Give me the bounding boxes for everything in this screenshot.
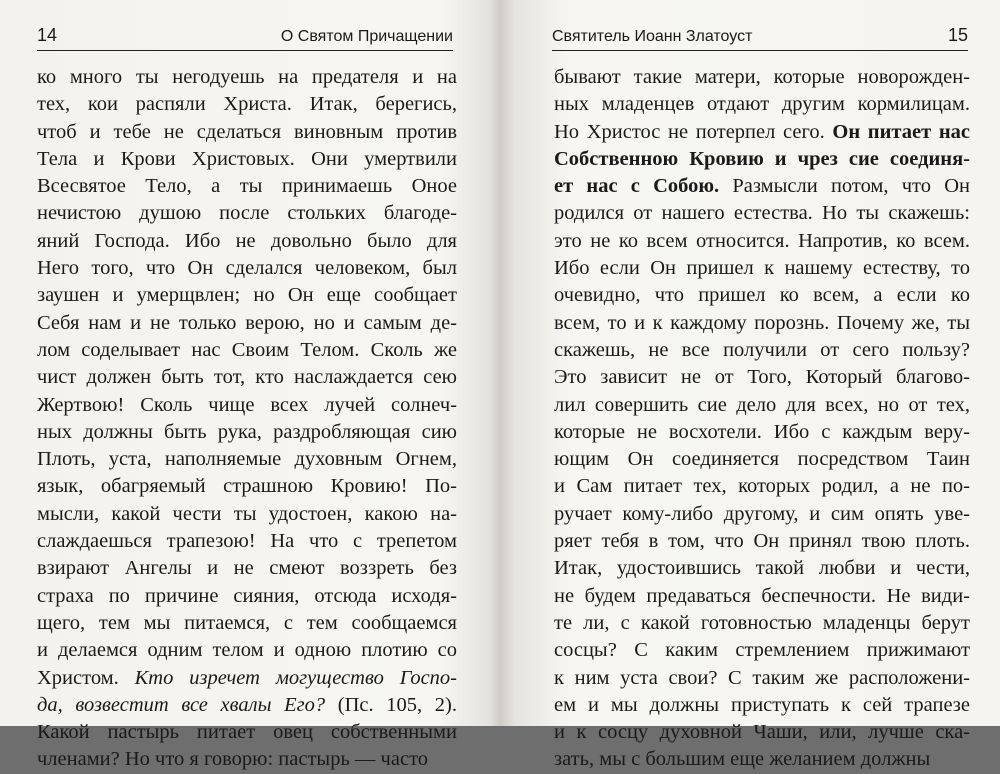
text-run: родился от нашего естества. Но ты скажешь: [554, 202, 970, 225]
text-line [37, 501, 457, 528]
right-page-header [552, 24, 968, 51]
text-line [37, 610, 457, 637]
text-line [554, 310, 970, 337]
text-run: Размысли потом, что Он [719, 175, 970, 198]
text-line [554, 637, 970, 664]
text-run: Тела и Крови Христовых. Они умертвили [37, 147, 457, 170]
text-run: чтоб и тебе не сделаться виновным против [37, 120, 457, 143]
text-run: сосцы? С каким стремлением прижимают [554, 639, 970, 662]
text-run: Христом. [37, 666, 135, 689]
text-run: яний Господа. Ибо не довольно было для [37, 229, 457, 252]
text-line [554, 228, 970, 255]
italic-text: Кто изречет могущество Госпо- [134, 666, 457, 689]
text-run: Ибо если Он пришел к нашему естеству, то [554, 257, 970, 280]
right-page-body-text [554, 64, 970, 774]
text-line [37, 392, 457, 419]
text-line [37, 528, 457, 555]
running-head: О Святом Причащении [280, 28, 453, 45]
text-run: ных должны быть рука, раздробляющая сию [37, 420, 457, 443]
text-line [37, 119, 457, 146]
page-number: 14 [37, 25, 58, 45]
text-line [37, 91, 457, 118]
text-line [37, 746, 457, 773]
text-line [37, 583, 457, 610]
text-line [37, 555, 457, 582]
text-line [554, 200, 970, 227]
text-line [37, 364, 457, 391]
text-run: это не ко всем относится. Напротив, ко всем. [554, 229, 970, 252]
text-run: Какой пастырь питает овец собственными [37, 721, 457, 744]
running-head: Святитель Иоанн Златоуст [552, 28, 753, 45]
text-run: лом соделывает нас Своим Телом. Сколь же [37, 338, 457, 361]
text-line [37, 282, 457, 309]
text-run: Итак, удостоившись такой любви и чести, [554, 557, 970, 580]
text-line [37, 446, 457, 473]
text-line [37, 665, 457, 692]
text-run: щего, тем мы питаемся, с тем сообщаемся [37, 611, 457, 634]
text-line [37, 228, 457, 255]
text-run: тех, кои распяли Христа. Итак, берегись, [37, 93, 457, 116]
text-line [554, 64, 970, 91]
right-page [502, 0, 1000, 771]
text-run: ных младенцев отдают другим кормилицам. [554, 93, 970, 116]
text-line [554, 555, 970, 582]
text-run: Плоть, уста, наполняемые духовным Огнем, [37, 448, 457, 471]
text-line [554, 501, 970, 528]
text-run: нечистою душою после стольких благоде- [37, 202, 457, 225]
text-run: заушен и умерщвлен; но Он еще сообщает [37, 284, 457, 307]
text-run: ем и мы должны приступать к сей трапезе [554, 693, 970, 716]
text-run: которые не восхотели. Ибо с каждым веру- [554, 420, 970, 443]
text-line [554, 282, 970, 309]
text-line [37, 255, 457, 282]
text-run: ручает кому-либо другому, и сим опять уве- [554, 502, 970, 525]
text-run: бывают такие матери, которые новорожден- [554, 66, 970, 88]
text-run: членами? Но что я говорю: пастырь — часто [37, 748, 429, 771]
text-run: страха по причине сияния, отсюда исходя- [37, 584, 457, 607]
text-line [554, 610, 970, 637]
text-run: скажешь, не все получили от сего пользу? [554, 338, 970, 361]
text-line [554, 692, 970, 719]
text-line [37, 692, 457, 719]
text-line [554, 446, 970, 473]
text-line [554, 719, 970, 746]
bold-text: Собственною Кровию и чрез сие соединя- [554, 147, 970, 170]
text-run: Всесвятое Тело, а ты принимаешь Оное [37, 175, 457, 198]
text-run: к ним уста свои? С таким же расположени- [554, 666, 970, 689]
text-line [554, 528, 970, 555]
text-line [37, 310, 457, 337]
text-run: мысли, какой чести ты удостоен, какою на- [37, 502, 457, 525]
text-run: Но Христос не потерпел сего. [554, 120, 833, 143]
text-run: Жертвою! Сколь чище всех лучей солнеч- [37, 393, 457, 416]
text-run: и делаемся одним телом и одною плотию со [37, 639, 457, 662]
text-run: чист должен быть тот, кто наслаждается сею [37, 366, 457, 389]
text-line [554, 119, 970, 146]
bold-text: ет нас с Собою. [554, 175, 720, 198]
text-line [37, 719, 457, 746]
text-run: взирают Ангелы и не смеют воззреть без [37, 557, 457, 580]
page-number: 15 [947, 25, 968, 45]
text-line [37, 200, 457, 227]
text-line [554, 173, 970, 200]
text-run: (Пс. 105, 2). [325, 693, 457, 716]
text-run: не будем предаваться беспечности. Не види- [554, 584, 970, 607]
text-run: всем, то и к каждому порознь. Почему же, ты [554, 311, 970, 334]
text-line [37, 146, 457, 173]
text-line [37, 473, 457, 500]
text-run: лил совершить сие дело для всех, но от тех, [554, 393, 970, 416]
text-line [554, 255, 970, 282]
text-line [37, 64, 457, 91]
text-run: и к сосцу духовной Чаши, или, лучше ска- [554, 721, 970, 744]
text-line [554, 392, 970, 419]
text-line [37, 637, 457, 664]
text-line [37, 337, 457, 364]
text-run: Него того, что Он сделался человеком, был [37, 257, 457, 280]
italic-text: да, возвестит все хвалы Его? [37, 693, 326, 716]
text-line [554, 146, 970, 173]
left-page-body-text [37, 64, 457, 774]
left-page [0, 0, 498, 771]
text-run: очевидно, что пришел ко всем, а если ко [554, 284, 970, 307]
text-line [554, 419, 970, 446]
text-run: ющим Он соединяется посредством Таин [554, 448, 970, 471]
text-line [37, 173, 457, 200]
bold-text: Он питает нас [832, 120, 970, 143]
text-line [554, 665, 970, 692]
left-page-header [37, 24, 453, 51]
text-run: язык, обагряемый страшною Кровию! По- [37, 475, 457, 498]
text-run: ряет тебя в том, что Он принял твою плоть. [554, 530, 970, 553]
text-line [554, 473, 970, 500]
text-run: ко много ты негодуешь на предателя и на [37, 66, 457, 88]
text-run: Это зависит не от Того, Который благово- [554, 366, 970, 389]
text-line [554, 337, 970, 364]
text-line [554, 583, 970, 610]
text-run: слаждаешься трапезою! На что с трепетом [37, 530, 457, 553]
text-line [37, 419, 457, 446]
text-run: Себя нам и не только верою, но и самым де- [37, 311, 457, 334]
text-run: и Сам питает тех, которых родил, а не по- [554, 475, 970, 498]
text-line [554, 364, 970, 391]
text-run: зать, мы с большим еще желанием должны [554, 748, 931, 771]
text-line [554, 746, 970, 773]
text-run: те ли, с какой готовностью младенцы берут [554, 611, 970, 634]
text-line [554, 91, 970, 118]
